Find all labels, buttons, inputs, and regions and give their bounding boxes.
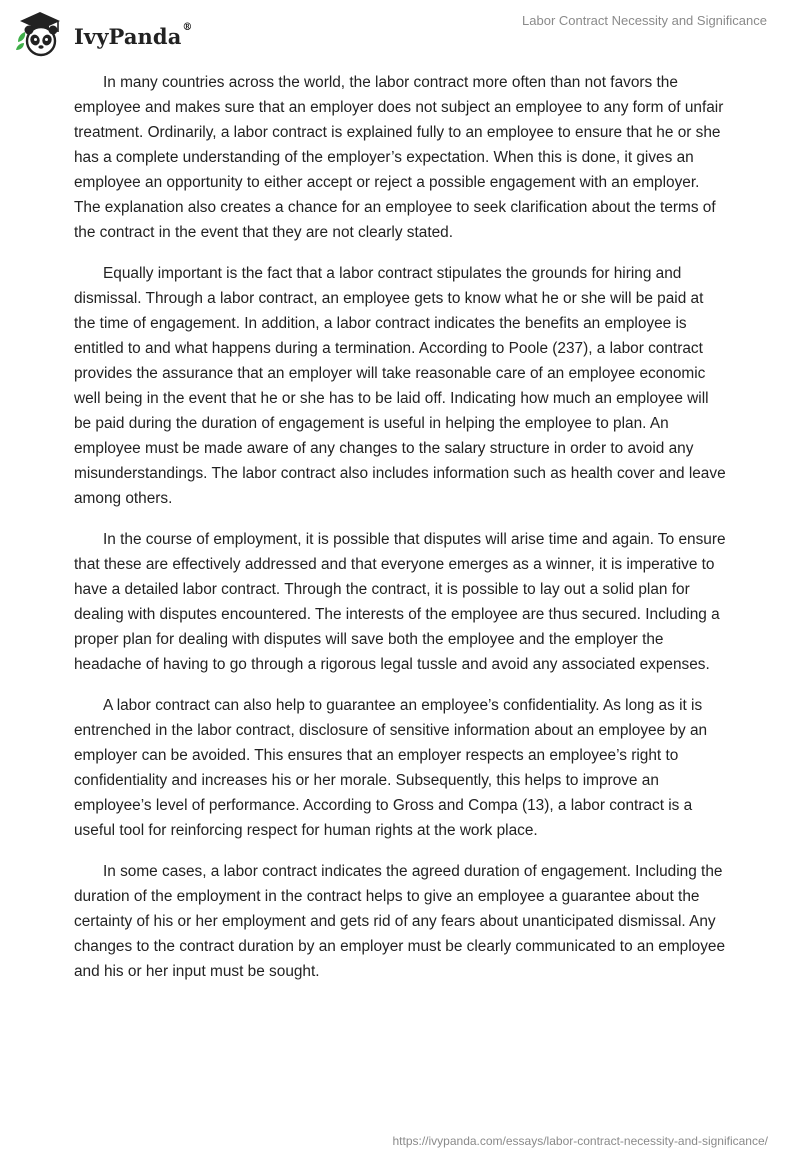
paragraph-3: In the course of employment, it is possible that disputes will arise time and again. To ensure that these are effectively addressed and that everyone emerges as a winner, it is imperative to have a detailed labor contract. Through the contract, it is possible to lay out a solid plan for dealing with disputes encountered. The interests of the employee are thus secured. Including a proper plan for dealing with disputes will save both the employee and the employer the headache of having to go through a rigorous legal tussle and avoid any associated expenses. (74, 531, 726, 673)
essay-body (74, 70, 728, 1000)
panda-graduate-icon (14, 8, 68, 58)
paragraph-1: In many countries across the world, the labor contract more often than not favors the employee and makes sure that an employer does not subject an employee to any form of unfair treatment. Ordinarily, a labor contract is explained fully to an employee to ensure that he or she has a complete understanding of the employer’s expectation. When this is done, it gives an employee an opportunity to either accept or reject a possible engagement with an employer. The explanation also creates a chance for an employee to seek clarification about the terms of the contract in the event that they are not clearly stated. (74, 74, 724, 241)
document-title: Labor Contract Necessity and Significance (522, 13, 767, 28)
ivypanda-logo[interactable] (14, 8, 193, 58)
paragraph-4: A labor contract can also help to guarantee an employee’s confidentiality. As long as it is entrenched in the labor contract, disclosure of sensitive information about an employee by an employer can be avoided. This ensures that an employer respects an employee’s right to confidentiality and increases his or her morale. Subsequently, this helps to improve an employee’s level of performance. According to Gross and Compa (13), a labor contract is a useful tool for reinforcing respect for human rights at the work place. (74, 697, 708, 839)
brand-name: IvyPanda® (74, 21, 193, 49)
registered-mark: ® (182, 21, 193, 33)
page-header (0, 0, 800, 70)
paragraph-2: Equally important is the fact that a labor contract stipulates the grounds for hiring and dismissal. Through a labor contract, an employee gets to know what he or she will be paid at the time of engagement. In addition, a labor contract indicates the benefits an employee is entitled to and what happens during a termination. According to Poole (237), a labor contract provides the assurance that an employer will take reasonable care of an employee economic well being in the event that he or she has to be laid off. Indicating how much an employee will be paid during the duration of engagement is useful in helping the employee to plan. An employee must be made aware of any changes to the salary structure in order to avoid any misunderstandings. The labor contract also includes information such as health cover and leave among others. (74, 265, 726, 507)
paragraph-5: In some cases, a labor contract indicates the agreed duration of engagement. Including the duration of the employment in the contract helps to give an employee a guarantee about the certainty of his or her employment and gets rid of any fears about unanticipated dismissal. Any changes to the contract duration by an employer must be clearly communicated to an employee and his or her input must be sought. (74, 863, 726, 980)
source-url[interactable]: https://ivypanda.com/essays/labor-contract-necessity-and-significance/ (392, 1134, 768, 1148)
